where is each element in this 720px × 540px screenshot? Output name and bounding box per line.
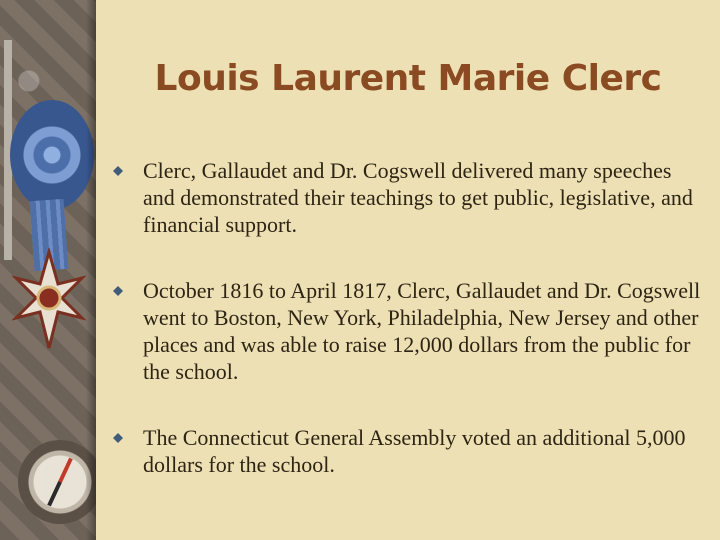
decorative-sidebar-image — [0, 0, 96, 540]
bullet-item — [112, 277, 702, 385]
slide-title: Louis Laurent Marie Clerc — [154, 58, 662, 99]
diamond-bullet-icon — [113, 286, 123, 296]
sidebar-edge-shadow — [86, 0, 96, 540]
bullet-list — [112, 157, 702, 478]
medal-cross-icon — [12, 248, 86, 358]
bullet-text: The Connecticut General Assembly voted an additional 5,000 dollars for the school. — [143, 425, 686, 477]
medal-rosette — [10, 100, 94, 210]
diamond-bullet-icon — [113, 433, 123, 443]
diamond-bullet-icon — [113, 166, 123, 176]
bullet-text: Clerc, Gallaudet and Dr. Cogswell delivered many speeches and demonstrated their teachings to get public, legislative, and financial support. — [143, 158, 693, 237]
bullet-item — [112, 424, 702, 478]
bullet-item — [112, 157, 702, 238]
bullet-text: October 1816 to April 1817, Clerc, Gallaudet and Dr. Cogswell went to Boston, New York, Philadelphia, New Jersey and other places and was able to raise 12,000 dollars from the public for the school. — [143, 278, 701, 384]
